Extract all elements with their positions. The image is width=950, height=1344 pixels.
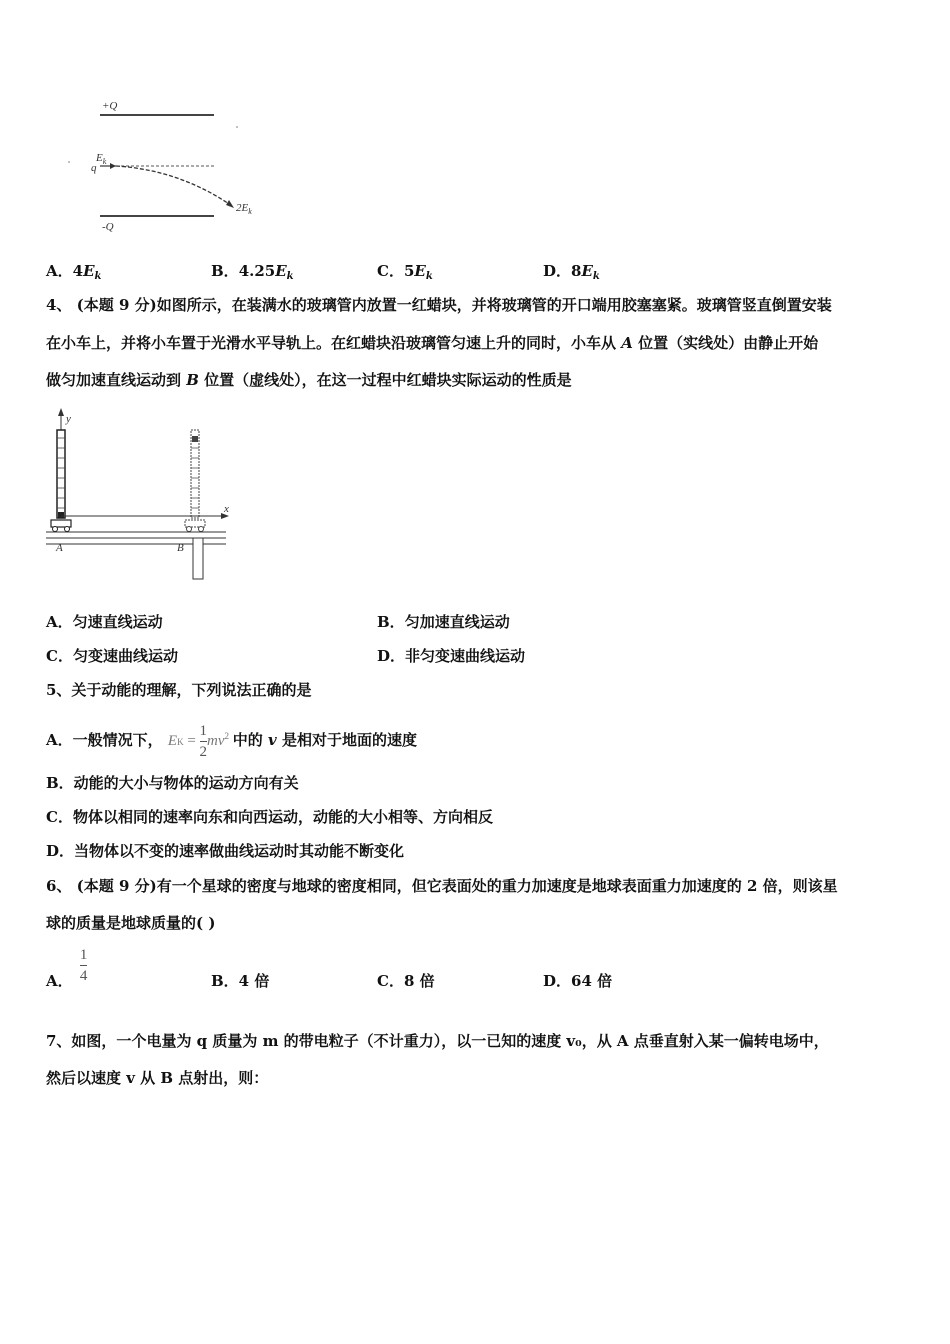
q5-stem: 5、关于动能的理解，下列说法正确的是 bbox=[46, 681, 312, 699]
q7-stem-line1: 7、如图，一个电量为 q 质量为 m 的带电粒子（不计重力），以一已知的速度 v₀，从 A 点垂直射入某一偏转电场中， bbox=[46, 1032, 829, 1050]
point-b-label: B bbox=[177, 542, 184, 554]
q4-option-b[interactable]: B．匀加速直线运动 bbox=[377, 613, 510, 631]
point-a-label: A bbox=[56, 542, 63, 554]
ek-label: $E_k$ bbox=[96, 152, 107, 166]
q5-option-a[interactable]: A．一般情况下， EK = $\frac{1}{2}$ $mv^2$ 中的 v 是相对于地面的速度 bbox=[46, 723, 417, 761]
q3-option-b[interactable]: B．$4.25E_k$ bbox=[211, 262, 294, 282]
q4-stem-line3: 做匀加速直线运动到 B 位置（虚线处），在这一过程中红蜡块实际运动的性质是 bbox=[46, 371, 572, 389]
q7-stem-line2: 然后以速度 v 从 B 点射出，则： bbox=[46, 1069, 269, 1087]
q4-stem-line1: 4、 (本题 9 分)如图所示，在装满水的玻璃管内放置一红蜡块，并将玻璃管的开口端用胶塞塞紧。玻璃管竖直倒置安装 bbox=[46, 296, 832, 314]
q6-option-c[interactable]: C．8 倍 bbox=[377, 972, 435, 990]
q4-stem-line2: 在小车上，并将小车置于光滑水平导轨上。在红蜡块沿玻璃管匀速上升的同时，小车从 A 位置（实线处）由静止开始 bbox=[46, 334, 819, 352]
q4-option-c[interactable]: C．匀变速曲线运动 bbox=[46, 647, 178, 665]
q4-option-a[interactable]: A．匀速直线运动 bbox=[46, 613, 163, 631]
q6-option-a[interactable]: A． $\frac{1}{4}$ bbox=[46, 947, 88, 990]
minus-q-label: -Q bbox=[102, 221, 114, 232]
q6-option-d[interactable]: D．64 倍 bbox=[543, 972, 613, 990]
kinetic-energy-formula: EK = $\frac{1}{2}$ $mv^2$ bbox=[167, 723, 230, 761]
q5-option-d[interactable]: D．当物体以不变的速率做曲线运动时其动能不断变化 bbox=[46, 842, 405, 860]
q6-stem-line1: 6、 (本题 9 分)有一个星球的密度与地球的密度相同，但它表面处的重力加速度是地球表面重力加速度的 2 倍，则该星 bbox=[46, 877, 838, 895]
q4-option-d[interactable]: D．非匀变速曲线运动 bbox=[377, 647, 526, 665]
q6-option-b[interactable]: B．4 倍 bbox=[211, 972, 270, 990]
x-axis-label: x bbox=[224, 503, 229, 515]
q5-option-c[interactable]: C．物体以相同的速率向东和向西运动，动能的大小相等、方向相反 bbox=[46, 808, 493, 826]
q-label: q bbox=[91, 162, 97, 174]
y-axis-label: y bbox=[66, 413, 71, 425]
q3-option-a[interactable]: A．$4E_k$ bbox=[46, 262, 102, 282]
q6-stem-line2: 球的质量是地球质量的( ) bbox=[46, 914, 216, 932]
2ek-label: $2E_k$ bbox=[236, 202, 252, 216]
q3-option-d[interactable]: D．$8E_k$ bbox=[543, 262, 600, 282]
q3-option-c[interactable]: C．$5E_k$ bbox=[377, 262, 433, 282]
q5-option-b[interactable]: B．动能的大小与物体的运动方向有关 bbox=[46, 774, 299, 792]
tube-cart-figure bbox=[44, 408, 244, 584]
plus-q-label: +Q bbox=[102, 100, 118, 112]
deflection-figure bbox=[60, 92, 270, 232]
